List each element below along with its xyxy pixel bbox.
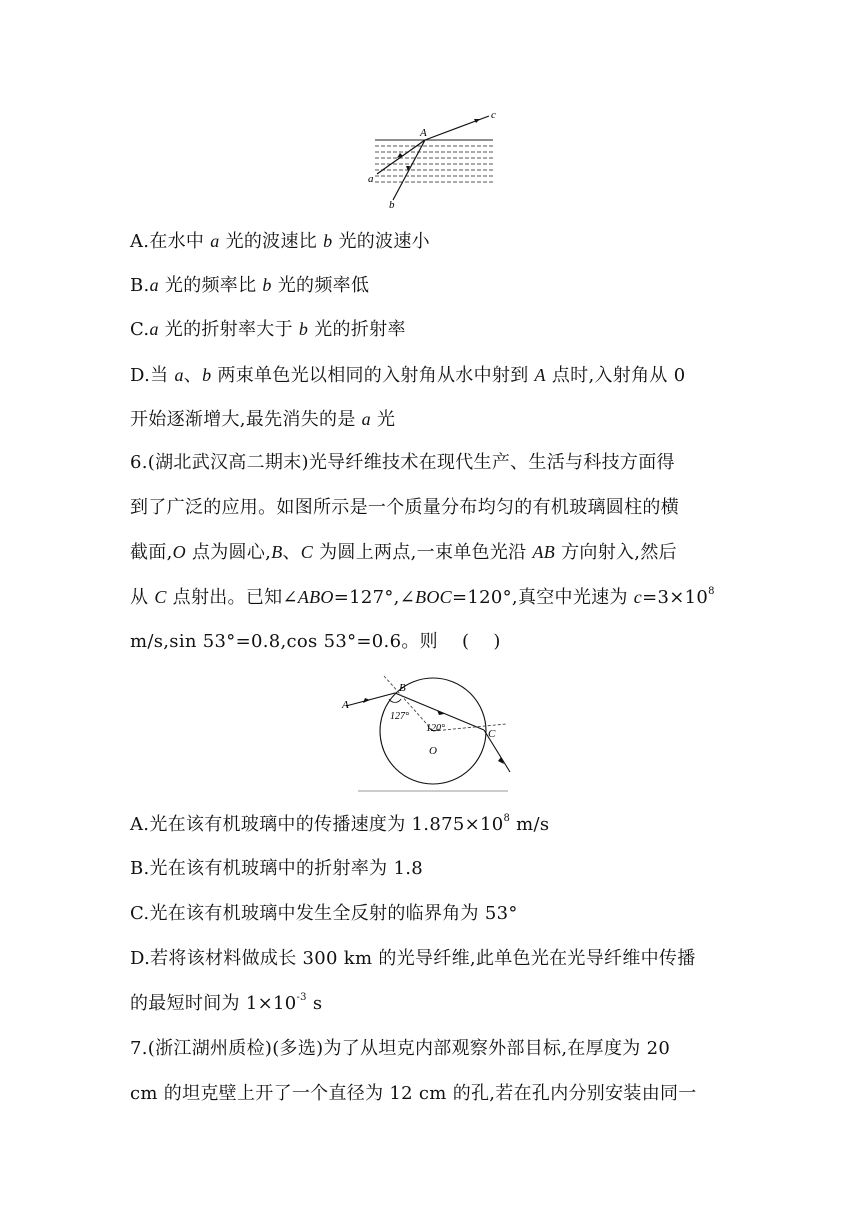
label-B: B (399, 682, 406, 694)
q6-option-d-line1: D.若将该材料做成长 300 km 的光导纤维,此单色光在光导纤维中传播 (130, 948, 696, 969)
label-c: c (491, 109, 496, 121)
label-A: A (420, 127, 427, 139)
q5-option-a: A.在水中 a 光的波速比 b 光的波速小 (130, 231, 430, 252)
label-O: O (429, 745, 437, 757)
q6-option-d-line2: 的最短时间为 $1\times 10^{-3}$ s (130, 992, 323, 1014)
q6-stem-line4: 从 C 点射出。已知∠ABO=127°,∠BOC=120°,真空中光速为 $c=3\times 10^8$ (130, 586, 715, 608)
q6-option-a: A.光在该有机玻璃中的传播速度为 $1.875\times 10^8$ m/s (130, 813, 550, 835)
q6-option-c: C.光在该有机玻璃中发生全反射的临界角为 53° (130, 903, 518, 924)
water-hatching (375, 140, 493, 182)
q5-option-d-line2: 开始逐渐增大,最先消失的是 a 光 (130, 409, 396, 430)
label-a: a (368, 173, 374, 185)
q6-option-b: B.光在该有机玻璃中的折射率为 1.8 (130, 858, 423, 879)
water-refraction-figure (365, 108, 500, 210)
q7-stem-line1: 7.(浙江湖州质检)(多选)为了从坦克内部观察外部目标,在厚度为 20 (130, 1038, 671, 1059)
label-A: A (342, 699, 349, 711)
q5-option-c: C.a 光的折射率大于 b 光的折射率 (130, 319, 406, 340)
label-C: C (488, 728, 496, 740)
ray-a (377, 140, 425, 174)
q5-option-d-line1: D.当 a、b 两束单色光以相同的入射角从水中射到 A 点时,入射角从 0 (130, 365, 686, 386)
q5-option-b: B.a 光的频率比 b 光的频率低 (130, 275, 370, 296)
angle-127-label: 127° (390, 711, 409, 722)
q6-stem-line3: 截面,O 点为圆心,B、C 为圆上两点,一束单色光沿 AB 方向射入,然后 (130, 542, 677, 563)
angle-120-label: 120° (426, 723, 445, 734)
q7-stem-line2: cm 的坦克壁上开了一个直径为 12 cm 的孔,若在孔内分别安装由同一 (130, 1083, 697, 1104)
q6-stem-line1: 6.(湖北武汉高二期末)光导纤维技术在现代生产、生活与科技方面得 (130, 452, 675, 473)
arrowhead-AB (363, 698, 370, 703)
glass-cylinder-figure (338, 672, 518, 794)
q6-stem-line2: 到了广泛的应用。如图所示是一个质量分布均匀的有机玻璃圆柱的横 (130, 497, 679, 518)
label-b: b (389, 199, 395, 210)
q6-stem-line5: m/s,sin 53°=0.8,cos 53°=0.6。则 ( ) (130, 631, 501, 652)
